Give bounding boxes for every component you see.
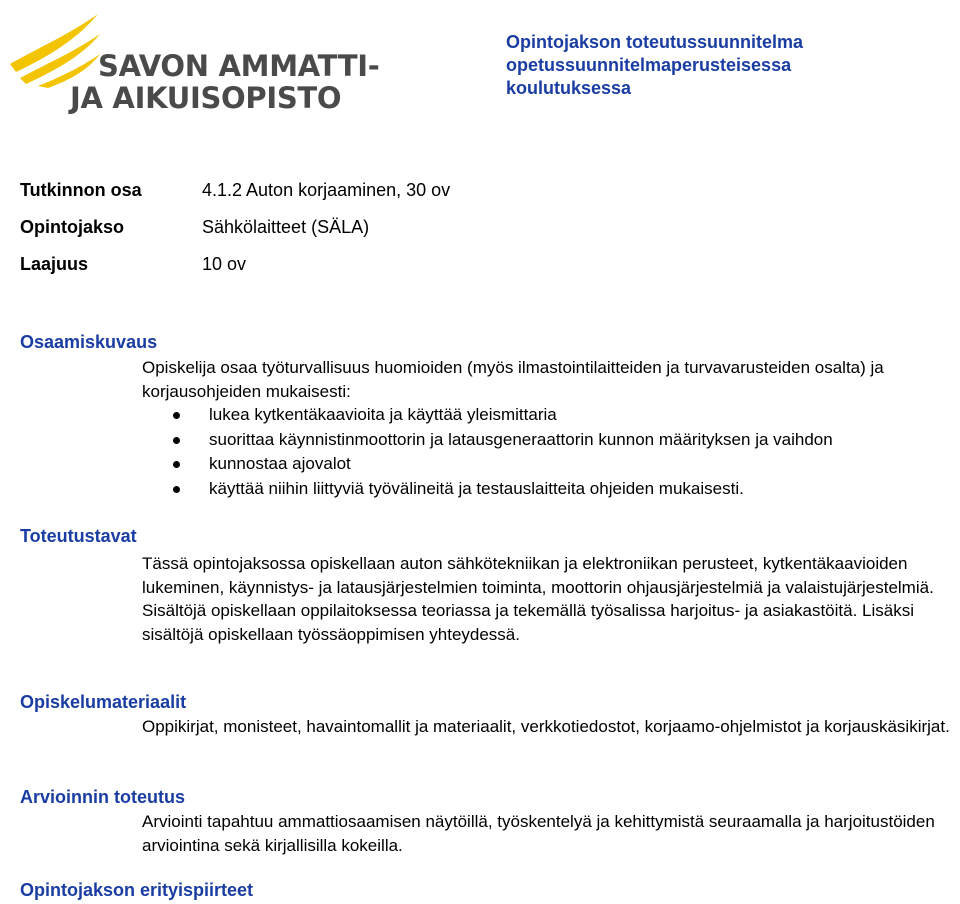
- section-heading-opiskelumateriaalit: Opiskelumateriaalit: [20, 692, 187, 712]
- title-line: koulutuksessa: [506, 78, 632, 98]
- section-heading-arviointi: Arvioinnin toteutus: [20, 787, 185, 807]
- section-heading-toteutustavat: Toteutustavat: [20, 526, 137, 546]
- list-item: käyttää niihin liittyviä työvälineitä ja testauslaitteita ohjeiden mukaisesti.: [170, 477, 833, 502]
- logo-text-line1: SAVON AMMATTI-: [98, 49, 380, 83]
- document-title: [506, 31, 803, 100]
- bullet-icon: [173, 412, 180, 419]
- section-heading-erityispiirteet: Opintojakson erityispiirteet: [20, 880, 254, 900]
- toteutustavat-text: Tässä opintojaksossa opiskellaan auton sähkötekniikan ja elektroniikan perusteet, kytkentäkaavioiden lukeminen, käynnistys- ja latausjärjestelmien toiminta, moottorin ohjausjärjestelmiä ja valaistujärjestelmiä. Sisältöjä opiskellaan oppilaitoksessa teoriassa ja tekemällä työsalissa harjoitus- ja asiakastöitä. Lisäksi sisältöjä opiskellaan työssäoppimisen yhteydessä.: [142, 554, 934, 644]
- list-item: kunnostaa ajovalot: [170, 452, 833, 477]
- list-item: lukea kytkentäkaavioita ja käyttää yleismittaria: [170, 403, 833, 428]
- meta-label: Tutkinnon osa: [20, 180, 142, 200]
- meta-value: 10 ov: [202, 254, 247, 274]
- section-heading-osaamiskuvaus: Osaamiskuvaus: [20, 332, 158, 352]
- logo-swoosh-icon: [8, 8, 108, 88]
- meta-value: Sähkölaitteet (SÄLA): [202, 217, 370, 237]
- school-logo: [8, 8, 380, 115]
- bullet-icon: [173, 437, 180, 444]
- logo-text-line2: JA AIKUISOPISTO: [70, 81, 342, 115]
- meta-label: Opintojakso: [20, 217, 125, 237]
- list-item: suorittaa käynnistinmoottorin ja latausgeneraattorin kunnon määrityksen ja vaihdon: [170, 428, 833, 453]
- arviointi-text: Arviointi tapahtuu ammattiosaamisen näytöillä, työskentelyä ja kehittymistä seuraamalla ja harjoitustöiden arviointina sekä kirjallisilla kokeilla.: [142, 812, 935, 855]
- osaamiskuvaus-intro: Opiskelija osaa työturvallisuus huomioiden (myös ilmastointilaitteiden ja turvavarusteiden osalta) ja korjausohjeiden mukaisesti:: [142, 358, 884, 401]
- meta-label: Laajuus: [20, 254, 89, 274]
- meta-value: 4.1.2 Auton korjaaminen, 30 ov: [202, 180, 451, 200]
- bullet-icon: [173, 461, 180, 468]
- opiskelumateriaalit-text: Oppikirjat, monisteet, havaintomallit ja materiaalit, verkkotiedostot, korjaamo-ohjelmistot ja korjauskäsikirjat.: [142, 717, 950, 736]
- bullet-icon: [173, 486, 180, 493]
- title-line: Opintojakson toteutussuunnitelma: [506, 32, 804, 52]
- osaamiskuvaus-bullet-list: [170, 403, 833, 501]
- title-line: opetussuunnitelmaperusteisessa: [506, 55, 792, 75]
